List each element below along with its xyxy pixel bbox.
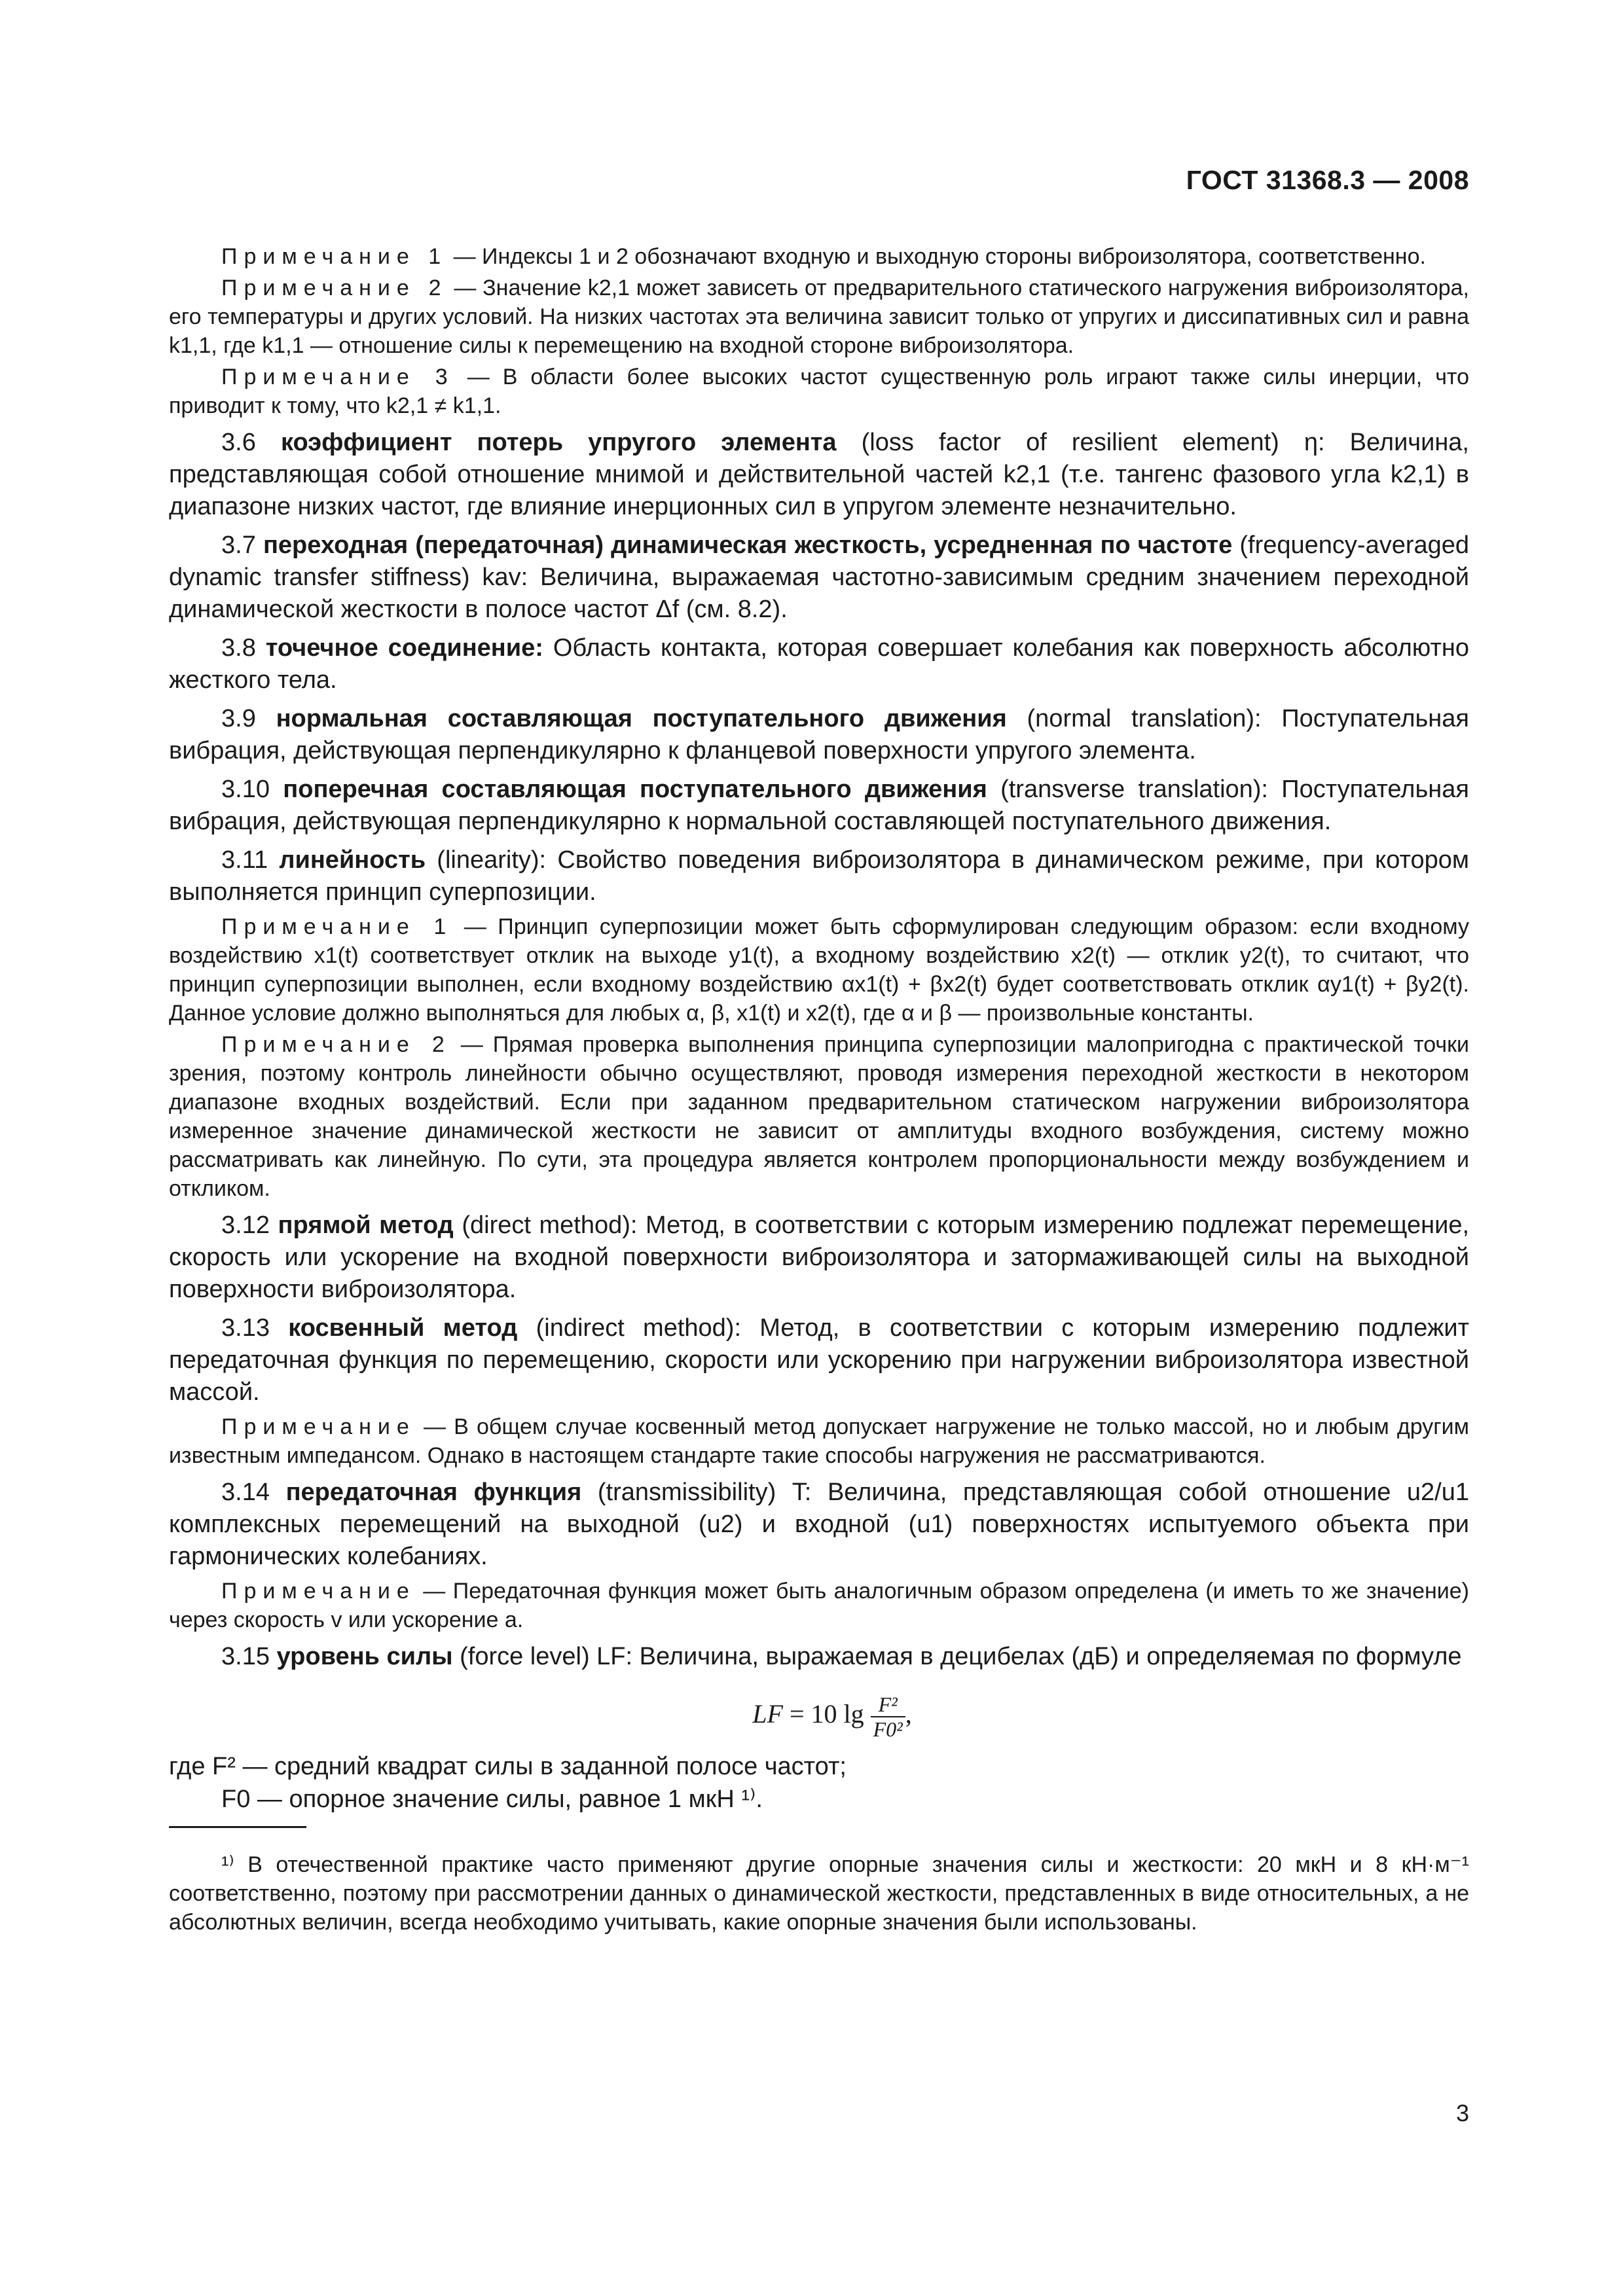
term-3-10: [169, 774, 1469, 838]
where-line-2: F0 — опорное значение силы, равное 1 мкН ¹⁾.: [221, 1785, 763, 1813]
term-number: 3.13: [221, 1314, 270, 1342]
formula-operator: = 10 lg: [789, 1699, 864, 1729]
formula-fraction: [871, 1693, 905, 1741]
note-label: Примечание 3: [221, 365, 454, 389]
term-definition: (transverse translation): Поступательная вибрация, действующая перпендикулярно к нормальной составляющей поступательного движения.: [169, 776, 1469, 835]
term-3-14: [169, 1477, 1469, 1573]
page-number: 3: [1455, 2100, 1469, 2126]
note-text: — Значение k2,1 может зависеть от предварительного статического нагружения виброизолятора, его температуры и других условий. На низких частотах эта величина зависит только от упругих и диссипативных сил и равна k1,1, где k1,1 — отношение силы к перемещению на входной стороне виброизолятора.: [169, 276, 1469, 358]
document-body: [169, 242, 1469, 1959]
term-3-6: [169, 427, 1469, 523]
term-definition: Область контакта, которая совершает колебания как поверхность абсолютно жесткого тела.: [169, 634, 1469, 694]
term-3-12: [169, 1210, 1469, 1306]
formula-numerator: F²: [871, 1693, 905, 1717]
term-title: нормальная составляющая поступательного движения: [276, 705, 1007, 732]
note-label: Примечание: [221, 1414, 416, 1439]
note-label: Примечание 1: [221, 244, 448, 269]
note-1: [169, 242, 1469, 271]
term-3-9: [169, 703, 1469, 767]
term-definition: (direct method): Метод, в соответствии с которым измерению подлежат перемещение, скорость или ускорение на входной поверхности виброизолятора и затормаживающей силы на выходной поверхности виброизолятора.: [169, 1211, 1470, 1303]
term-3-13: [169, 1312, 1469, 1408]
where-line-1: где F² — средний квадрат силы в заданной полосе частот;: [169, 1753, 847, 1780]
term-3-8: [169, 632, 1469, 696]
force-level-formula: [169, 1693, 1469, 1741]
term-definition: (transmissibility) T: Величина, представляющая собой отношение u2/u1 комплексных перемещений на выходной (u2) и входной (u1) поверхностях испытуемого объекта при гармонических колебаниях.: [169, 1479, 1470, 1570]
term-title: косвенный метод: [288, 1314, 518, 1342]
term-title: точечное соединение:: [265, 634, 543, 662]
note-text: — Прямая проверка выполнения принципа суперпозиции малопригодна с практической точки зрения, поэтому контроль линейности обычно осуществляют, проводя измерения переходной жесткости в некотором диапазоне входных воздействий. Если при заданном предварительном статическом нагружении виброизолятора измеренное значение динамической жесткости не зависит от амплитуды входного возбуждения, систему можно рассматривать как линейную. По сути, эта процедура является контролем пропорциональности между возбуждением и откликом.: [169, 1032, 1469, 1201]
term-definition: (normal translation): Поступательная вибрация, действующая перпендикулярно к фланцевой поверхности упругого элемента.: [169, 705, 1469, 764]
formula-lhs: LF: [752, 1699, 783, 1729]
note-text: — Передаточная функция может быть аналогичным образом определена (и иметь то же значение) через скорость v или ускорение a.: [169, 1579, 1469, 1632]
term-title: линейность: [279, 846, 426, 874]
term-3-11: [169, 844, 1469, 908]
term-number: 3.11: [221, 846, 268, 874]
term-title: коэффициент потерь упругого элемента: [280, 429, 837, 456]
note-text: — В общем случае косвенный метод допускает нагружение не только массой, но и любым другим известным импедансом. Однако в настоящем стандарте такие способы нагружения не рассматриваются.: [169, 1414, 1470, 1468]
note-3: [169, 363, 1469, 420]
note-text: — В области более высоких частот существенную роль играют также силы инерции, что приводит к тому, что k2,1 ≠ k1,1.: [169, 365, 1470, 418]
note-label: Примечание 2: [221, 1032, 451, 1057]
term-number: 3.15: [221, 1643, 270, 1670]
term-definition: (indirect method): Метод, в соответствии с которым измерению подлежит передаточная функция по перемещению, скорости или ускорению при нагружении виброизолятора известной массой.: [169, 1314, 1469, 1406]
term-definition: (force level) LF: Величина, выражаемая в децибелах (дБ) и определяемая по формуле: [460, 1643, 1462, 1670]
note-3-14: [169, 1577, 1469, 1634]
term-3-15: [169, 1641, 1469, 1673]
formula-denominator: F0²: [873, 1717, 903, 1741]
note-3-11-1: [169, 912, 1469, 1028]
term-title: прямой метод: [278, 1211, 454, 1239]
note-label: Примечание: [221, 1579, 416, 1604]
footnote-divider: [169, 1826, 306, 1828]
term-number: 3.7: [221, 531, 256, 559]
formula-tail: ,: [905, 1699, 912, 1729]
note-2: [169, 274, 1469, 360]
term-title: поперечная составляющая поступательного движения: [283, 776, 987, 803]
footnote: ¹⁾ В отечественной практике часто применяют другие опорные значения силы и жесткости: 20 мкН и 8 кН·м⁻¹ соответственно, поэтому при рассмотрении данных о динамической жесткости, представленных в виде относительных, а не абсолютных величин, всегда необходимо учитывать, какие опорные значения были использованы.: [169, 1852, 1469, 1935]
term-definition: (frequency-averaged dynamic transfer stiffness) kav: Величина, выражаемая частотно-зависимым средним значением переходной динамической жесткости в полосе частот Δf (см. 8.2).: [169, 531, 1470, 623]
term-number: 3.6: [221, 429, 256, 456]
term-number: 3.9: [221, 705, 256, 732]
term-definition: (linearity): Свойство поведения виброизолятора в динамическом режиме, при котором выполняется принцип суперпозиции.: [169, 846, 1469, 906]
note-label: Примечание 2: [221, 276, 448, 300]
note-label: Примечание 1: [221, 914, 453, 939]
term-number: 3.8: [221, 634, 256, 662]
term-title: передаточная функция: [285, 1479, 582, 1506]
standard-header: ГОСТ 31368.3 — 2008: [1186, 165, 1469, 195]
note-text: — Принцип суперпозиции может быть сформулирован следующим образом: если входному воздействию x1(t) соответствует отклик на выходе y1(t), а входному воздействию x2(t) — отклик y2(t), то считают, что принцип суперпозиции выполнен, если входному воздействию αx1(t) + βx2(t) будет соответствовать отклик αy1(t) + βy2(t). Данное условие должно выполняться для любых α, β, x1(t) и x2(t), где α и β — произвольные константы.: [169, 914, 1469, 1026]
term-title: уровень силы: [276, 1643, 453, 1670]
term-title: переходная (передаточная) динамическая жесткость, усредненная по частоте: [263, 531, 1233, 559]
term-definition: (loss factor of resilient element) η: Величина, представляющая собой отношение мнимой и действительной частей k2,1 (т.е. тангенс фазового угла k2,1) в диапазоне низких частот, где влияние инерционных сил в упругом элементе незначительно.: [169, 429, 1469, 520]
term-number: 3.14: [221, 1479, 270, 1506]
term-3-7: [169, 529, 1469, 626]
note-3-11-2: [169, 1030, 1469, 1203]
term-number: 3.10: [221, 776, 270, 803]
note-3-13: [169, 1412, 1469, 1470]
note-text: — Индексы 1 и 2 обозначают входную и выходную стороны виброизолятора, соответственно.: [453, 244, 1426, 269]
term-number: 3.12: [221, 1211, 270, 1239]
